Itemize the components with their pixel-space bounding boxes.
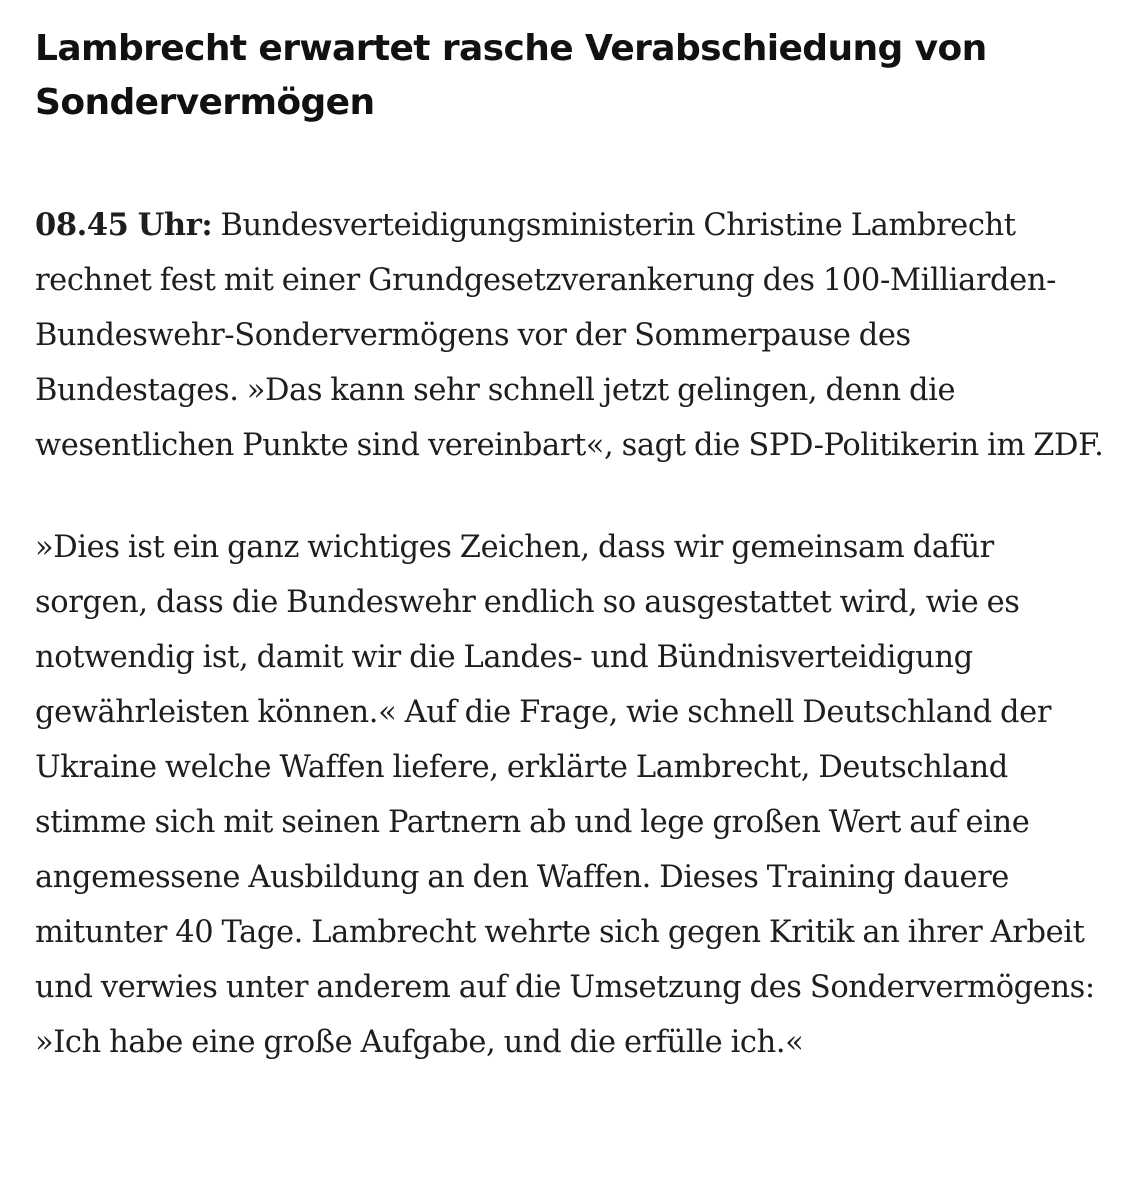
paragraph-1-text: Bundesverteidigungsministerin Christine Lambrecht rechnet fest mit einer Grundgesetzverankerung des 100-Milliarden-Bundeswehr-Sondervermögens vor der Sommerpause des Bundestages. »Das kann sehr schnell jetzt gelingen, denn die wesentlichen Punkte sind vereinbart«, sagt die SPD-Politikerin im ZDF.	[35, 208, 1104, 463]
article-paragraph-2: »Dies ist ein ganz wichtiges Zeichen, dass wir gemeinsam dafür sorgen, dass die Bundeswehr endlich so ausgestattet wird, wie es notwendig ist, damit wir die Landes- und Bündnisverteidigung gewährleisten können.« Auf die Frage, wie schnell Deutschland der Ukraine welche Waffen liefere, erklärte Lambrecht, Deutschland stimme sich mit seinen Partnern ab und lege großen Wert auf eine angemessene Ausbildung an den Waffen. Dieses Training dauere mitunter 40 Tage. Lambrecht wehrte sich gegen Kritik an ihrer Arbeit und verwies unter anderem auf die Umsetzung des Sondervermögens: »Ich habe eine große Aufgabe, und die erfülle ich.«	[35, 530, 1095, 1060]
timestamp: 08.45 Uhr:	[35, 207, 213, 243]
news-article	[35, 22, 1105, 1070]
article-headline: Lambrecht erwartet rasche Verabschiedung von Sondervermögen	[35, 28, 987, 123]
article-paragraph-1	[35, 198, 1105, 473]
